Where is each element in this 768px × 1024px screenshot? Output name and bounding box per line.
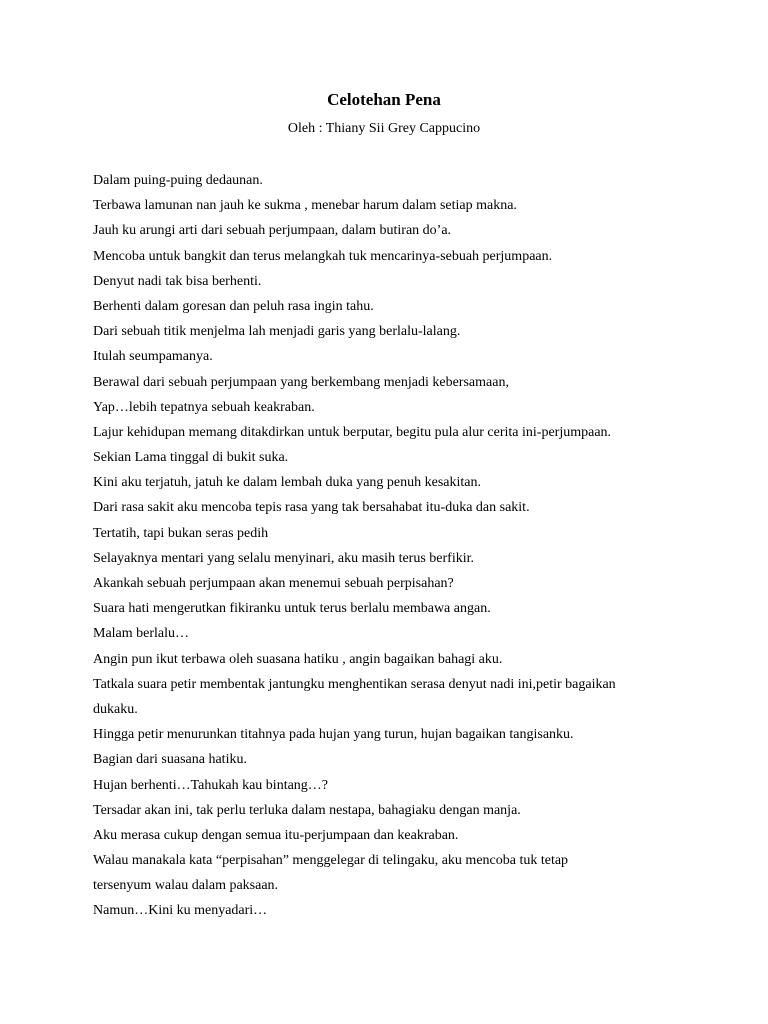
poem-line: Kini aku terjatuh, jatuh ke dalam lembah duka yang penuh kesakitan. xyxy=(93,475,481,491)
poem-line: Walau manakala kata “perpisahan” menggelegar di telingaku, aku mencoba tuk tetap xyxy=(93,853,569,869)
poem-body xyxy=(93,168,693,924)
poem-line: Denyut nadi tak bisa berhenti. xyxy=(93,273,262,289)
poem-line: tersenyum walau dalam paksaan. xyxy=(93,878,279,894)
poem-line: Tatkala suara petir membentak jantungku menghentikan serasa denyut nadi ini,petir bagaikan xyxy=(93,676,616,692)
poem-line: Akankah sebuah perjumpaan akan menemui sebuah perpisahan? xyxy=(93,576,454,591)
poem-line: Itulah seumpamanya. xyxy=(93,349,213,365)
document-author: Oleh : Thiany Sii Grey Cappucino xyxy=(287,121,481,136)
poem-line: Jauh ku arungi arti dari sebuah perjumpaan, dalam butiran do’a. xyxy=(93,223,452,239)
poem-line: Hingga petir menurunkan titahnya pada hujan yang turun, hujan bagaikan tangisanku. xyxy=(93,727,574,743)
poem-line: Lajur kehidupan memang ditakdirkan untuk berputar, begitu pula alur cerita ini-perjumpaan. xyxy=(93,424,612,440)
document-title: Celotehan Pena xyxy=(327,90,441,109)
poem-line: Angin pun ikut terbawa oleh suasana hatiku , angin bagaikan bahagi aku. xyxy=(93,651,503,667)
poem-line: Hujan berhenti…Tahukah kau bintang…? xyxy=(93,777,329,793)
poem-line: Dari rasa sakit aku mencoba tepis rasa yang tak bersahabat itu-duka dan sakit. xyxy=(93,500,530,516)
poem-line: Selayaknya mentari yang selalu menyinari, aku masih terus berfikir. xyxy=(93,550,474,566)
poem-line: Tertatih, tapi bukan seras pedih xyxy=(93,525,269,541)
poem-line: Malam berlalu… xyxy=(93,626,190,642)
poem-line: Namun…Kini ku menyadari… xyxy=(93,903,268,919)
poem-line: dukaku. xyxy=(93,701,138,717)
poem-line: Tersadar akan ini, tak perlu terluka dalam nestapa, bahagiaku dengan manja. xyxy=(93,802,521,818)
poem-line: Suara hati mengerutkan fikiranku untuk terus berlalu membawa angan. xyxy=(93,601,491,617)
poem-line: Aku merasa cukup dengan semua itu-perjumpaan dan keakraban. xyxy=(93,827,459,843)
poem-line: Yap…lebih tepatnya sebuah keakraban. xyxy=(93,399,315,415)
poem-line: Bagian dari suasana hatiku. xyxy=(93,752,247,768)
poem-line: Dari sebuah titik menjelma lah menjadi garis yang berlalu-lalang. xyxy=(93,324,461,340)
poem-line: Dalam puing-puing dedaunan. xyxy=(93,173,263,188)
poem-line: Mencoba untuk bangkit dan terus melangkah tuk mencarinya-sebuah perjumpaan. xyxy=(93,248,553,264)
poem-line: Berhenti dalam goresan dan peluh rasa ingin tahu. xyxy=(93,298,374,314)
poem-line: Berawal dari sebuah perjumpaan yang berkembang menjadi kebersamaan, xyxy=(93,374,509,390)
poem-line: Sekian Lama tinggal di bukit suka. xyxy=(93,450,289,466)
poem-line: Terbawa lamunan nan jauh ke sukma , menebar harum dalam setiap makna. xyxy=(93,198,517,214)
